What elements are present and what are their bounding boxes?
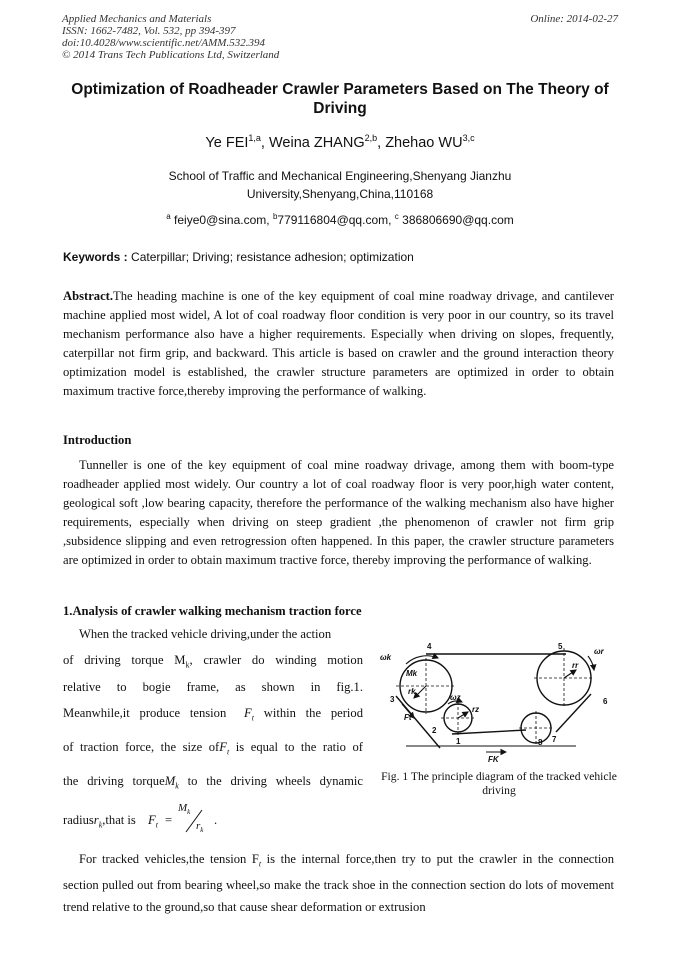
- math-var: r: [93, 813, 99, 827]
- text-line: When the tracked vehicle driving,under the action: [79, 627, 332, 641]
- text-line: [63, 774, 363, 791]
- label-omega-z: ωz: [450, 693, 461, 702]
- subscript: k: [187, 808, 191, 817]
- subscript: t: [251, 713, 254, 723]
- label-3: 3: [390, 695, 395, 704]
- author-affil-sup: 1,a: [248, 133, 261, 143]
- section1-heading: 1.Analysis of crawler walking mechanism traction force: [63, 604, 362, 618]
- track-right-lower: [556, 694, 591, 732]
- section1-paragraph2: [63, 849, 614, 918]
- online-date: Online: 2014-02-27: [530, 13, 618, 25]
- abstract-text: The heading machine is one of the key equipment of coal mine roadway drivage, and cantilever machine applied most widel, A lot of coal roadway floor condition is very poor in our country, so its travel mechanism performance also have a higher requirements. Especially when driving on slopes, frequently, caterpillar not firm grip, and backward. This article is based on crawler and the ground interaction theory optimization model is established, the crawler structure parameters are optimized in order to obtain maximum tractive force,thereby improving the performance of walking.: [63, 289, 614, 399]
- author-affil-sup: 3,c: [462, 133, 475, 143]
- label-8: 8: [538, 738, 543, 747]
- abstract-label: Abstract.: [63, 289, 114, 303]
- affiliation: [62, 167, 618, 203]
- label-mk: Mk: [406, 669, 418, 678]
- label-fk: FK: [488, 755, 499, 764]
- email-list: [62, 209, 618, 228]
- keywords: [63, 249, 619, 265]
- affiliation-text: School of Traffic and Mechanical Engineering,Shenyang Jianzhu University,Shenyang,China,110168: [168, 169, 512, 201]
- label-rz: rz: [472, 705, 480, 714]
- subscript: t: [258, 859, 262, 869]
- label-rk: rk: [408, 687, 416, 696]
- text-span: For tracked vehicles,the tension F: [79, 852, 259, 866]
- text-line: [63, 706, 363, 723]
- text-span: within the period: [263, 706, 363, 720]
- paper-title: Optimization of Roadheader Crawler Parameters Based on The Theory of Driving: [71, 81, 609, 117]
- math-var: F: [219, 740, 227, 754]
- track-left-lower: [396, 696, 440, 748]
- text-line: relative to bogie frame, as shown in fig.1.: [63, 680, 363, 694]
- keywords-label: Keywords :: [63, 250, 128, 264]
- text-span: radius: [63, 813, 94, 827]
- text-span: the driving torque: [63, 774, 165, 788]
- author-list: Ye FEI$^{1,a}$, Weina ZHANG$^{2,b}$, Zhehao WU$^{3,c}$: [205, 133, 475, 151]
- subscript: k: [185, 660, 190, 670]
- text-line: [63, 653, 363, 670]
- text-span: ,that is: [102, 813, 136, 827]
- text-span: is equal to the ratio of: [235, 740, 364, 754]
- doi-line: doi:10.4028/www.scientific.net/AMM.532.394: [62, 37, 265, 49]
- eq-lhs: [148, 813, 158, 830]
- subscript: t: [155, 820, 158, 830]
- math-var: F: [244, 706, 252, 720]
- author-name: Ye FEI: [205, 134, 249, 151]
- label-5: 5: [558, 642, 563, 651]
- text-span: to the driving wheels dynamic: [187, 774, 363, 788]
- text-span: , crawler do winding motion: [189, 653, 363, 667]
- subscript: k: [175, 781, 179, 791]
- math-var: F: [148, 813, 156, 827]
- math-var: r: [196, 820, 201, 832]
- subscript: k: [98, 820, 103, 830]
- figure-caption: Fig. 1 The principle diagram of the tracked vehicle driving: [381, 770, 617, 797]
- text-span: is the internal force,then try to put the crawler in the connection section pulled out from bearing wheel,so make the track shoe in the connection section do lots of movement trend relative to the ground,so that cause shear deformation or extrusion: [63, 852, 614, 914]
- label-rr: rr: [572, 661, 579, 670]
- issn-line: ISSN: 1662-7482, Vol. 532, pp 394-397: [62, 25, 236, 37]
- equation-ft: [148, 802, 218, 838]
- email-link[interactable]: 386806690@qq.com: [402, 213, 514, 227]
- copyright-line: © 2014 Trans Tech Publications Ltd, Switzerland: [62, 49, 280, 61]
- label-1: 1: [456, 737, 461, 746]
- eq-denominator: [196, 820, 203, 834]
- author-affil-sup: 2,b: [364, 133, 378, 143]
- text-span: of traction force, the size of: [63, 740, 220, 754]
- text-line: [63, 740, 363, 757]
- email-link[interactable]: feiye0@sina.com,: [174, 213, 270, 227]
- journal-name: Applied Mechanics and Materials: [62, 13, 212, 25]
- email-link[interactable]: 779116804@qq.com,: [277, 213, 392, 227]
- author-name: Zhehao WU: [385, 134, 463, 151]
- text-span: Meanwhile,it produce tension: [63, 706, 227, 720]
- subscript: t: [226, 747, 230, 757]
- subscript: k: [200, 826, 204, 835]
- abstract: [63, 287, 614, 402]
- introduction-text: Tunneller is one of the key equipment of coal mine roadway drivage, among them with boom-type roadheader applied most widely. Our country a lot of coal roadway floor is very poor,high water content, geological soft ,low bearing capacity, therefore the performance of the walking mechanism also have higher requirements, especially when driving on steep gradient ,the phenomenon of crawler not firm grip ,subsidence slipping and even retrogression often happened. In this paper, the crawler structure parameters are optimized in order to obtain maximum tractive force, thereby improving the performance of walking.: [63, 458, 614, 568]
- email-sup: a: [166, 212, 171, 221]
- author-name: Weina ZHANG: [268, 134, 365, 151]
- label-2: 2: [432, 726, 437, 735]
- label-omega-r: ωr: [594, 647, 604, 656]
- keywords-text: Caterpillar; Driving; resistance adhesion; optimization: [131, 250, 414, 264]
- eq-equals: =: [165, 813, 173, 827]
- email-sup: b: [272, 212, 278, 221]
- introduction-heading: Introduction: [63, 433, 132, 447]
- email-sup: c: [394, 212, 399, 221]
- label-4: 4: [427, 642, 432, 651]
- running-header: [62, 13, 618, 61]
- text-span: of driving torque M: [63, 653, 186, 667]
- label-6: 6: [603, 697, 608, 706]
- math-var: M: [164, 774, 176, 788]
- math-var: M: [178, 802, 188, 814]
- label-omega-k: ωk: [380, 653, 392, 662]
- label-ft: Ft: [404, 713, 412, 722]
- eq-period: .: [214, 813, 218, 827]
- label-7: 7: [552, 735, 557, 744]
